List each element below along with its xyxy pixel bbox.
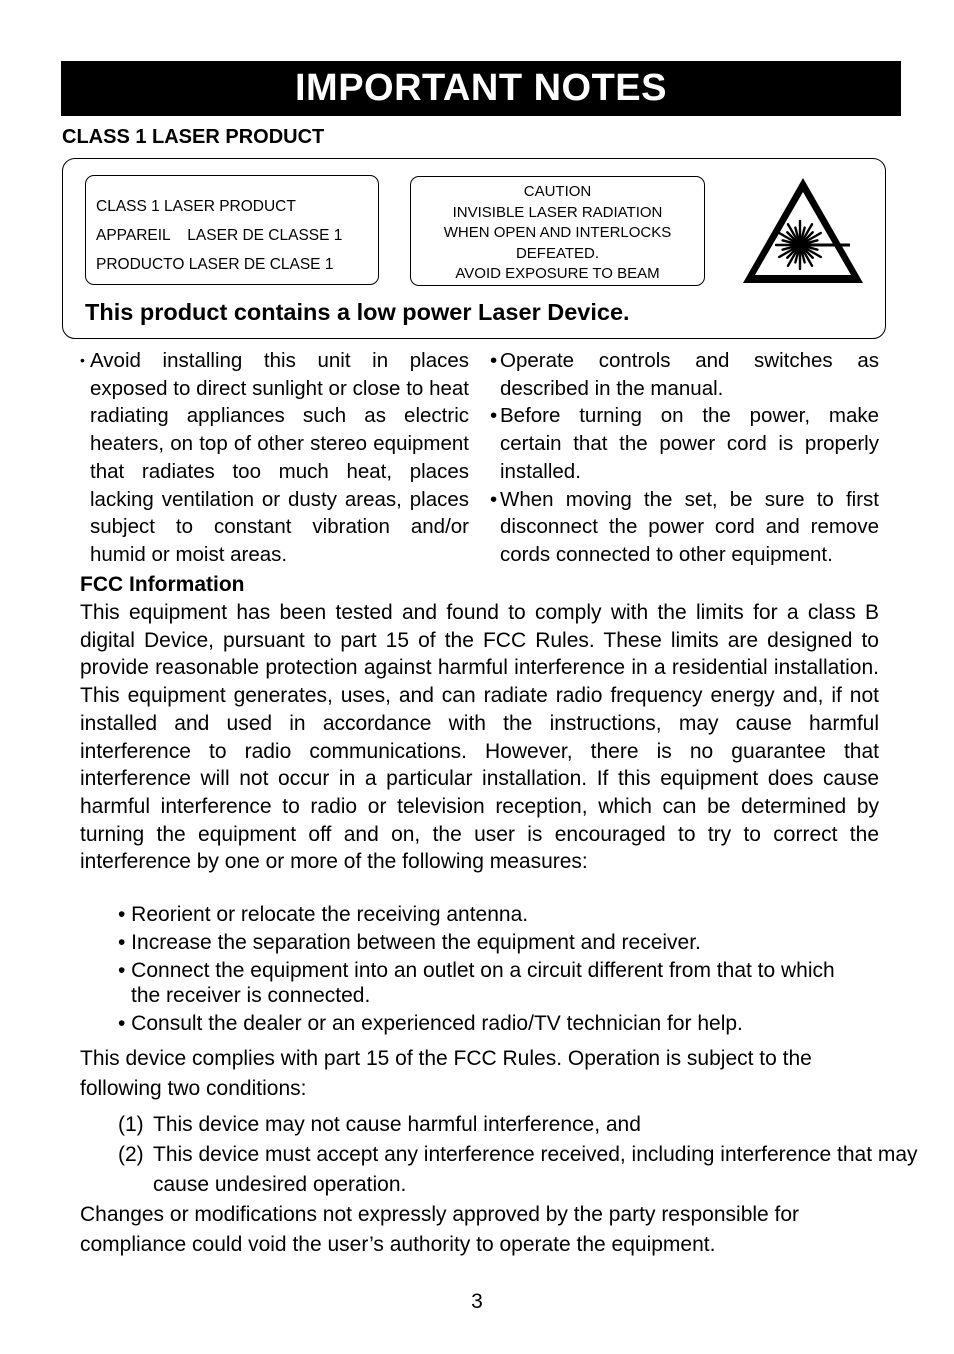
measure-line-2: the receiver is connected. — [131, 984, 371, 1007]
class-1-label — [85, 175, 379, 285]
fcc-heading: FCC Information — [80, 573, 245, 596]
compliance-paragraph: This device complies with part 15 of the FCC Rules. Operation is subject to the following two conditions: — [80, 1047, 812, 1100]
list-item: • Increase the separation between the equipment and receiver. — [118, 931, 701, 954]
condition-number: (2) — [118, 1143, 144, 1166]
conditions-list — [118, 1110, 918, 1200]
laser-statement: This product contains a low power Laser Device. — [85, 299, 630, 325]
precautions-right-column — [490, 347, 879, 569]
condition-number: (1) — [118, 1113, 144, 1136]
laser-notice-box — [62, 158, 886, 339]
list-item — [490, 402, 879, 485]
list-item — [118, 958, 835, 1008]
list-item — [118, 1140, 918, 1200]
page-number: 3 — [471, 1290, 483, 1313]
caution-line-3: WHEN OPEN AND INTERLOCKS — [443, 224, 672, 241]
bullet-dot: • — [80, 352, 85, 368]
changes-paragraph: Changes or modifications not expressly approved by the party responsible for compliance could void the user’s authority to operate the equipment. — [80, 1203, 800, 1256]
fcc-measures-list — [118, 902, 835, 1039]
condition-text: This device may not cause harmful interference, and — [153, 1113, 641, 1136]
measure-line-1: • Connect the equipment into an outlet on a circuit different from that to which — [118, 959, 835, 982]
list-item — [490, 486, 879, 569]
bullet-dot: • — [490, 487, 498, 511]
list-item — [80, 347, 469, 569]
caution-line-1: CAUTION — [523, 183, 592, 200]
fcc-paragraph: This equipment has been tested and found to comply with the limits for a class B digital Device, pursuant to part 15 of the FCC Rules. These limits are designed to provide reasonable protection against harmful interference in a residential installation. This equipment generates, uses, and can radiate radio frequency energy and, if not installed and used in accordance with the instructions, may cause harmful interference to radio communications. However, there is no guarantee that interference will not occur in a particular installation. If this equipment does cause harmful interference to radio or television reception, which can be determined by turning the equipment off and on, the user is encouraged to try to correct the interference by one or more of the following measures: — [80, 601, 879, 874]
precautions-left-column — [80, 347, 469, 569]
class-label-line-en: CLASS 1 LASER PRODUCT — [96, 198, 296, 215]
section-heading-laser: CLASS 1 LASER PRODUCT — [62, 126, 325, 148]
precaution-text: Before turning on the power, make certain that the power cord is properly installed. — [500, 404, 879, 483]
list-item: • Consult the dealer or an experienced radio/TV technician for help. — [118, 1012, 743, 1035]
condition-text: This device must accept any interference received, including interference that may cause undesired operation. — [153, 1143, 918, 1196]
list-item: • Reorient or relocate the receiving antenna. — [118, 903, 529, 926]
caution-label — [410, 176, 705, 286]
caution-line-5: AVOID EXPOSURE TO BEAM — [455, 265, 660, 282]
precaution-text: When moving the set, be sure to first disconnect the power cord and remove cords connected to other equipment. — [500, 487, 879, 566]
laser-warning-triangle-icon — [740, 175, 866, 287]
list-item — [490, 347, 879, 402]
caution-line-4: DEFEATED. — [515, 244, 600, 262]
class-label-line-es: PRODUCTO LASER DE CLASE 1 — [96, 256, 334, 273]
list-item — [118, 1110, 918, 1140]
page-title: IMPORTANT NOTES — [61, 61, 901, 116]
bullet-dot: • — [490, 349, 498, 372]
caution-line-2: INVISIBLE LASER RADIATION — [452, 203, 663, 221]
precaution-text: Operate controls and switches as described in the manual. — [500, 349, 879, 400]
precaution-text: Avoid installing this unit in places exposed to direct sunlight or close to heat radiating appliances such as electric heaters, on top of other stereo equipment that radiates too much heat, places lacking ventilation or dusty areas, places subject to constant vibration and/or humid or moist areas. — [90, 349, 469, 566]
class-label-line-fr: APPAREIL LASER DE CLASSE 1 — [96, 227, 343, 244]
bullet-dot: • — [490, 404, 498, 428]
